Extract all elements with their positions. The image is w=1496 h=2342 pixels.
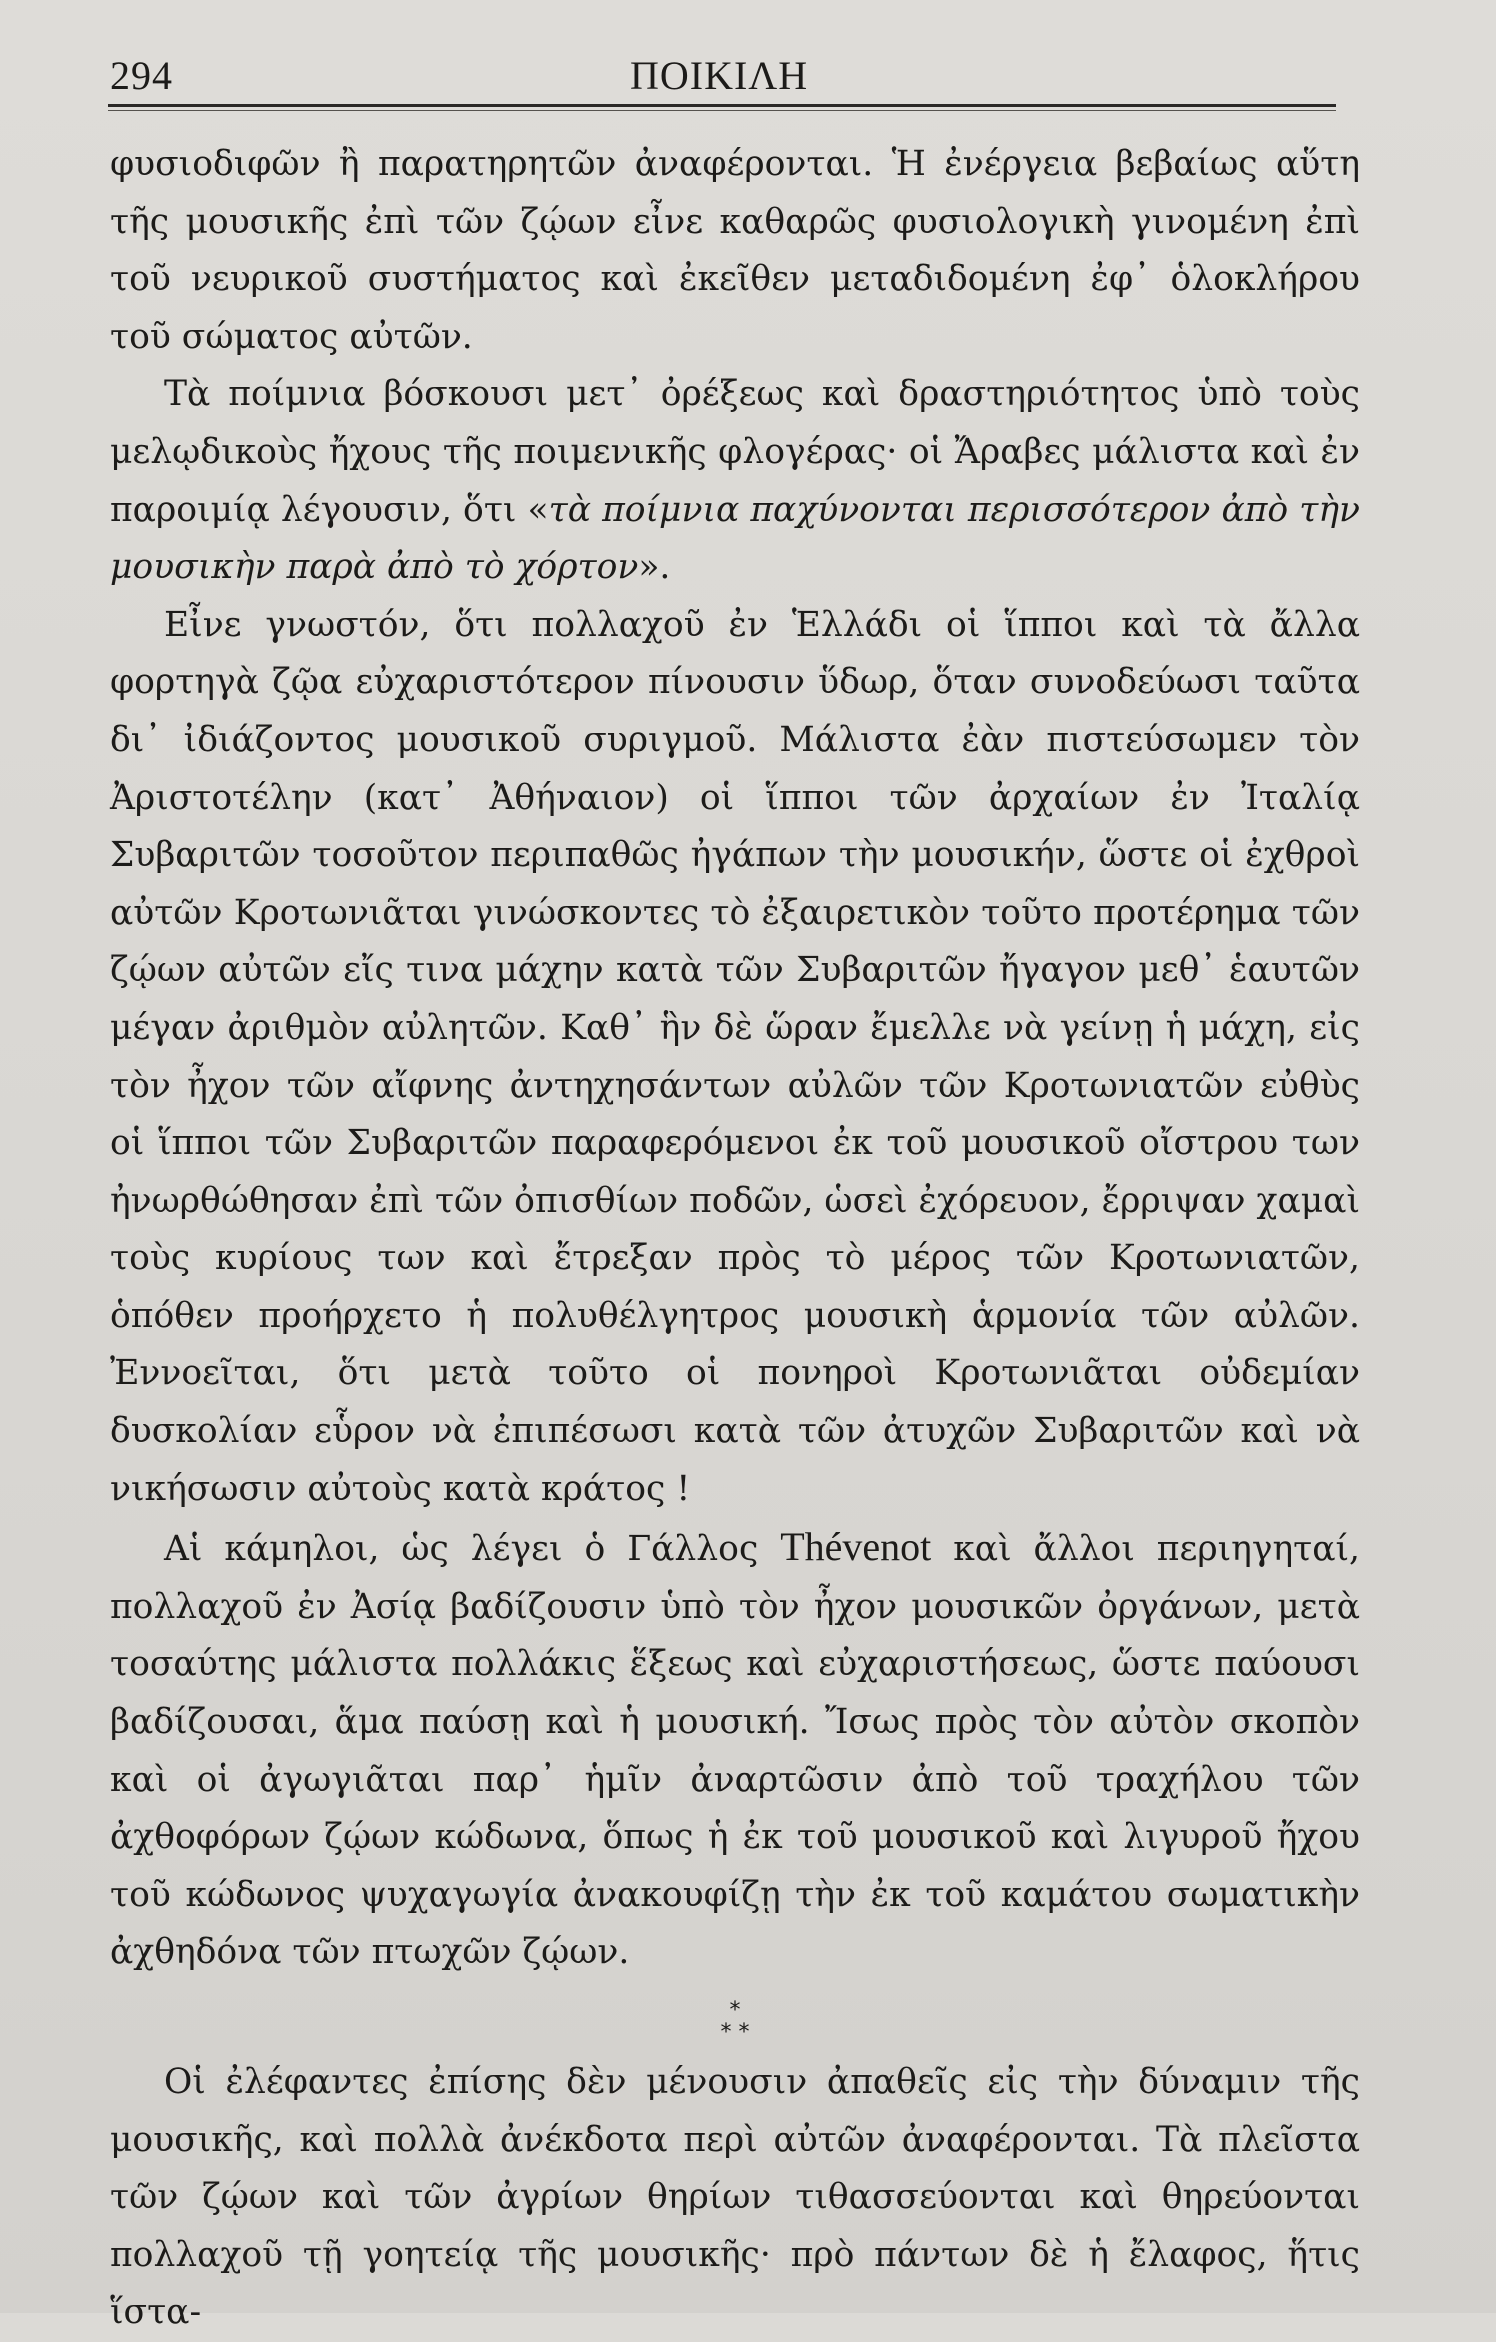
paragraph-3: Εἶνε γνωστόν, ὅτι πολλαχοῦ ἐν Ἑλλάδι οἱ ἵπποι καὶ τὰ ἄλλα φορτηγὰ ζῷα εὐχαριστότερον πίνουσιν ὕδωρ, ὅταν συνοδεύωσι ταῦτα δι᾿ ἰδιάζοντος μουσικοῦ συριγμοῦ. Μάλιστα ἐὰν πιστεύσωμεν τὸν Ἀριστοτέλην (κατ᾿ Ἀθήναιον) οἱ ἵπποι τῶν ἀρχαίων ἐν Ἰταλίᾳ Συβαριτῶν τοσοῦτον περιπαθῶς ἠγάπων τὴν μουσικήν, ὥστε οἱ ἐχθροὶ αὐτῶν Κροτωνιᾶται γινώσκοντες τὸ ἐξαιρετικὸν τοῦτο προτέρημα τῶν ζῴων αὐτῶν εἴς τινα μάχην κατὰ τῶν Συβαριτῶν ἤγαγον μεθ᾿ ἑαυτῶν μέγαν ἀριθμὸν αὐλητῶν. Καθ᾿ ἣν δὲ ὥραν ἔμελλε νὰ γείνῃ ἡ μάχη, εἰς τὸν ἦχον τῶν αἴφνης ἀντηχησάντων αὐλῶν τῶν Κροτωνιατῶν εὐθὺς οἱ ἵπποι τῶν Συβαριτῶν παραφερόμενοι ἐκ τοῦ μουσικοῦ οἴστρου των ἠνωρθώθησαν ἐπὶ τῶν ὀπισθίων ποδῶν, ὡσεὶ ἐχόρευον, ἔρριψαν χαμαὶ τοὺς κυρίους των καὶ ἔτρεξαν πρὸς τὸ μέρος τῶν Κροτωνιατῶν, ὁπόθεν προήρχετο ἡ πολυθέλγητρος μουσικὴ ἁρμονία τῶν αὐλῶν. Ἐννοεῖται, ὅτι μετὰ τοῦτο οἱ πονηροὶ Κροτωνιᾶται οὐδεμίαν δυσκολίαν εὗρον νὰ ἐπιπέσωσι κατὰ τῶν ἀτυχῶν Συβαριτῶν καὶ νὰ νικήσωσιν αὐτοὺς κατὰ κράτος !: [110, 604, 1360, 1509]
running-title: ΠΟΙΚΙΛΗ: [630, 53, 809, 98]
author-name-latin: Thévenot: [780, 1524, 932, 1570]
asterism-bottom: * *: [720, 2020, 750, 2045]
paragraph-4-rest: καὶ ἄλλοι περιηγηταί, πολλαχοῦ ἐν Ἀσίᾳ βαδίζουσιν ὑπὸ τὸν ἦχον μουσικῶν ὀργάνων, μετὰ τοσαύτης μάλιστα πολλάκις ἕξεως καὶ εὐχαριστήσεως, ὥστε παύουσι βαδίζουσαι, ἅμα παύσῃ καὶ ἡ μουσική. Ἴσως πρὸς τὸν αὐτὸν σκοπὸν καὶ οἱ ἀγωγιᾶται παρ᾿ ἡμῖν ἀναρτῶσιν ἀπὸ τοῦ τραχήλου τῶν ἀχθοφόρων ζῴων κώδωνα, ὅπως ἡ ἐκ τοῦ μουσικοῦ καὶ λιγυροῦ ἤχου τοῦ κώδωνος ψυχαγωγία ἀνακουφίζῃ τὴν ἐκ τοῦ καμάτου σωματικὴν ἀχθηδόνα τῶν πτωχῶν ζῴων.: [110, 1529, 1360, 1973]
paragraph-2: [110, 366, 1360, 596]
proverb-quote: τὰ ποίμνια παχύνονται περισσότερον ἀπὸ τὴν μουσικὴν παρὰ ἀπὸ τὸ χόρτον: [110, 489, 1360, 588]
paragraph-2-text: Τὰ ποίμνια βόσκουσι μετ᾿ ὀρέξεως καὶ δραστηριότητος ὑπὸ τοὺς μελῳδικοὺς ἤχους τῆς ποιμενικῆς φλογέρας· οἱ Ἄραβες μάλιστα καὶ ἐν παροιμίᾳ λέγουσιν, ὅτι «: [110, 374, 1360, 530]
paragraph-4: [110, 1518, 1360, 1982]
body-text: [110, 136, 1360, 2342]
paragraph-1: φυσιοδιφῶν ἢ παρατηρητῶν ἀναφέρονται. Ἡ ἐνέργεια βεβαίως αὕτη τῆς μουσικῆς ἐπὶ τῶν ζῴων εἶνε καθαρῶς φυσιολογικὴ γινομένη ἐπὶ τοῦ νευρικοῦ συστήματος καὶ ἐκεῖθεν μεταδιδομένη ἐφ᾿ ὁλοκλήρου τοῦ σώματος αὐτῶν.: [110, 144, 1360, 357]
header-rule: [108, 104, 1336, 107]
paragraph-4-text: Αἱ κάμηλοι, ὡς λέγει ὁ Γάλλος: [164, 1529, 781, 1570]
asterism-top: *: [729, 1998, 741, 2023]
paragraph-5: Οἱ ἐλέφαντες ἐπίσης δὲν μένουσιν ἀπαθεῖς εἰς τὴν δύναμιν τῆς μουσικῆς, καὶ πολλὰ ἀνέκδοτα περὶ αὐτῶν ἀναφέρονται. Τὰ πλεῖστα τῶν ζῴων καὶ τῶν ἀγρίων θηρίων τιθασσεύονται καὶ θηρεύονται πολλαχοῦ τῇ γοητείᾳ τῆς μουσικῆς· πρὸ πάντων δὲ ἡ ἔλαφος, ἥτις ἵστα-: [110, 2062, 1360, 2333]
header-rule-thin: [108, 110, 1336, 111]
section-asterism: [110, 2000, 1360, 2044]
paragraph-2-end: ».: [638, 547, 671, 588]
page-number: 294: [110, 53, 173, 98]
page-header: [110, 52, 1330, 102]
